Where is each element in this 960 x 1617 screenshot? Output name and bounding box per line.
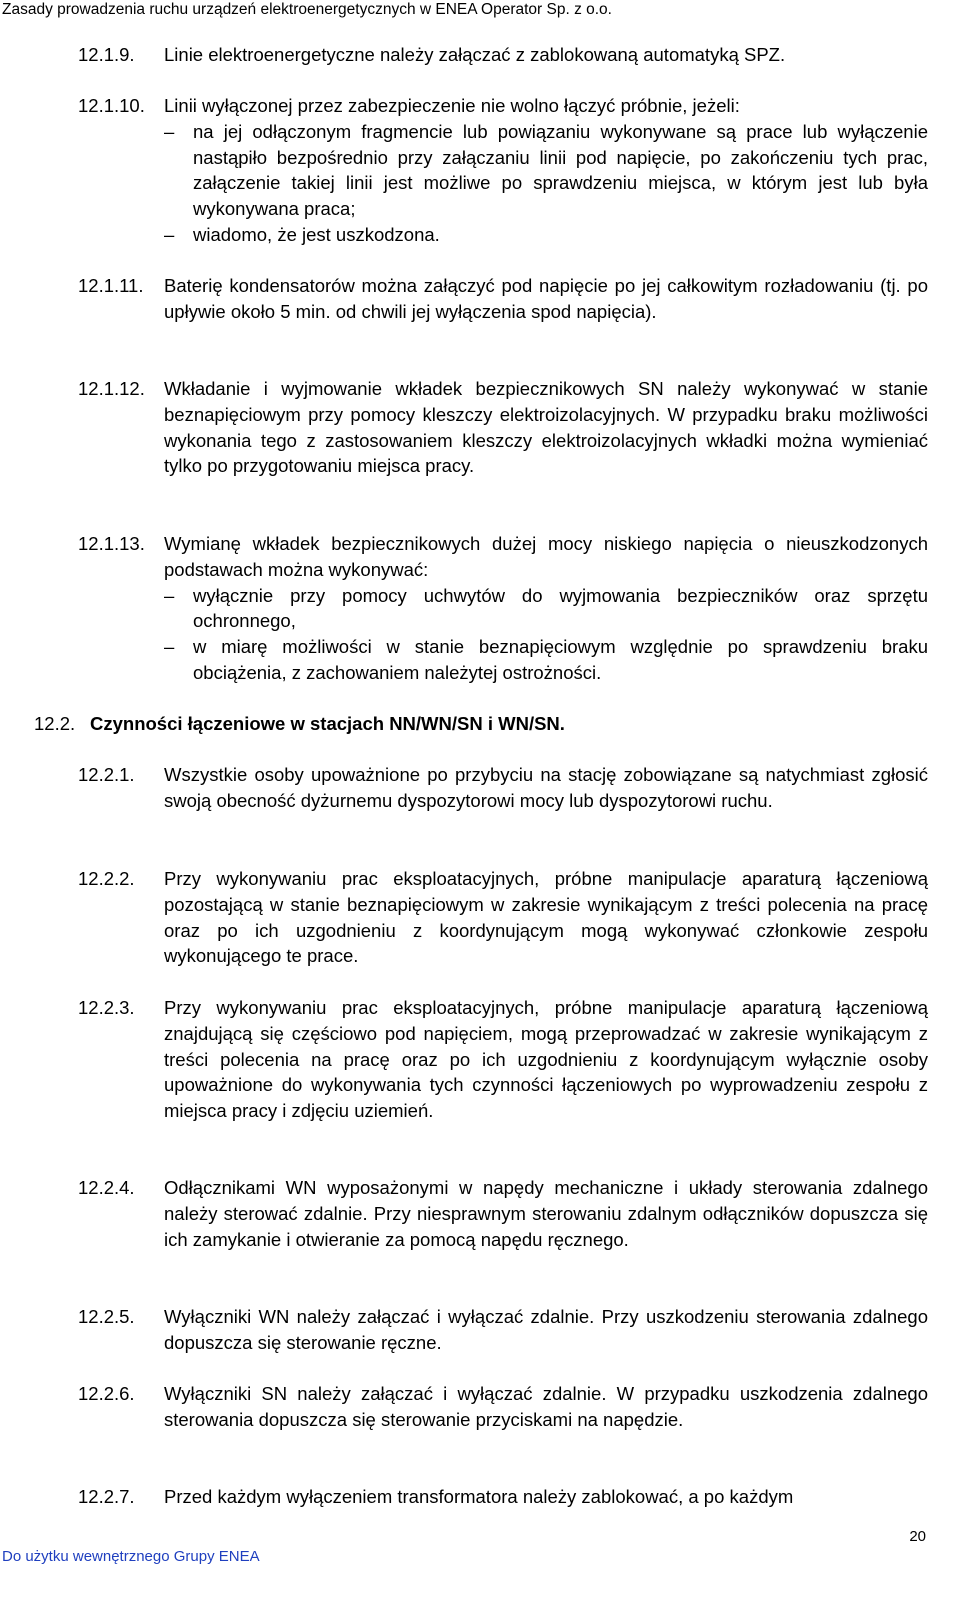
- paragraph-text: Wyłączniki WN należy załączać i wyłączać zdalnie. Przy uszkodzeniu sterowania zdalnego dopuszcza się sterowanie ręczne.: [164, 1306, 928, 1353]
- list-item: [164, 222, 928, 248]
- list-item: [164, 119, 928, 222]
- paragraph-12-2-5: [78, 1304, 928, 1356]
- paragraph-number: 12.2.4.: [78, 1177, 135, 1198]
- paragraph-text: Przed każdym wyłączeniem transformatora należy zablokować, a po każdym: [164, 1486, 794, 1507]
- paragraph-number: 12.1.9.: [78, 44, 135, 65]
- dash-bullet: –: [164, 120, 175, 142]
- paragraph-number: 12.2.6.: [78, 1383, 135, 1404]
- list-item-text: na jej odłączonym fragmencie lub powiązaniu wykonywane są prace lub wyłączenie nastąpiło bezpośrednio przy załączaniu linii pod napięcie, po zakończeniu tych prac, załączenie takiej linii jest możliwe po sprawdzeniu miejsca, w którym jest lub była wykonywana praca;: [193, 120, 928, 220]
- paragraph-number: 12.2.1.: [78, 764, 135, 785]
- page-number: 20: [909, 1528, 926, 1545]
- paragraph-12-2-1: [78, 762, 928, 814]
- paragraph-number: 12.1.13.: [78, 533, 145, 554]
- section-number: 12.2.: [34, 713, 76, 734]
- paragraph-text: Wyłączniki SN należy załączać i wyłączać zdalnie. W przypadku uszkodzenia zdalnego sterowania dopuszcza się sterowanie przyciskami na napędzie.: [164, 1383, 928, 1430]
- paragraph-text: Wkładanie i wyjmowanie wkładek bezpiecznikowych SN należy wykonywać w stanie beznapięciowym przy pomocy kleszczy elektroizolacyjnych. W przypadku braku możliwości wykonania tego z zastosowaniem kleszczy elektroizolacyjnych wkładki można wymieniać tylko po przygotowaniu miejsca pracy.: [164, 378, 928, 477]
- paragraph-text: Wymianę wkładek bezpiecznikowych dużej mocy niskiego napięcia o nieuszkodzonych podstawach można wykonywać:: [164, 533, 928, 580]
- section-title: Czynności łączeniowe w stacjach NN/WN/SN i WN/SN.: [90, 713, 565, 734]
- paragraph-12-1-10: [78, 93, 928, 248]
- dash-bullet: –: [164, 584, 175, 606]
- paragraph-12-1-13: [78, 531, 928, 686]
- list-item-text: wiadomo, że jest uszkodzona.: [193, 223, 440, 245]
- paragraph-text: Wszystkie osoby upoważnione po przybyciu na stację zobowiązane są natychmiast zgłosić swoją obecność dyżurnemu dyspozytorowi mocy lub dyspozytorowi ruchu.: [164, 764, 928, 811]
- paragraph-number: 12.2.2.: [78, 868, 135, 889]
- paragraph-number: 12.2.7.: [78, 1486, 135, 1507]
- paragraph-12-2-7: [78, 1484, 928, 1510]
- section-heading-12-2: [34, 711, 565, 737]
- paragraph-text: Linie elektroenergetyczne należy załączać z zablokowaną automatyką SPZ.: [164, 44, 786, 65]
- paragraph-12-1-11: [78, 273, 928, 325]
- paragraph-number: 12.2.5.: [78, 1306, 135, 1327]
- list-item: [164, 583, 928, 635]
- paragraph-text: Przy wykonywaniu prac eksploatacyjnych, próbne manipulacje aparaturą łączeniową pozostającą w stanie beznapięciowym w zakresie wynikającym z treści polecenia na pracę oraz po ich uzgodnieniu z koordynującym mogą wykonywać członkowie zespołu wykonującego te prace.: [164, 868, 928, 967]
- paragraph-12-2-6: [78, 1381, 928, 1433]
- dash-bullet: –: [164, 636, 175, 658]
- paragraph-text: Baterię kondensatorów można załączyć pod napięcie po jej całkowitym rozładowaniu (tj. po upływie około 5 min. od chwili jej wyłączenia spod napięcia).: [164, 275, 928, 322]
- list-item-text: w miarę możliwości w stanie beznapięciowym względnie po sprawdzeniu braku obciążenia, z zachowaniem należytej ostrożności.: [193, 636, 928, 683]
- paragraph-number: 12.1.10.: [78, 95, 145, 116]
- list-item: [164, 634, 928, 686]
- paragraph-12-1-12: [78, 376, 928, 479]
- list-item-text: wyłącznie przy pomocy uchwytów do wyjmowania bezpieczników oraz sprzętu ochronnego,: [193, 584, 928, 632]
- paragraph-12-1-9: [78, 42, 928, 68]
- paragraph-12-2-3: [78, 995, 928, 1124]
- paragraph-text: Odłącznikami WN wyposażonymi w napędy mechaniczne i układy sterowania zdalnego należy sterować zdalnie. Przy niesprawnym sterowaniu zdalnym odłączników dopuszcza się ich zamykanie i otwieranie za pomocą napędu ręcznego.: [164, 1177, 928, 1250]
- paragraph-number: 12.1.11.: [78, 275, 144, 296]
- footer-note: Do użytku wewnętrznego Grupy ENEA: [2, 1548, 260, 1565]
- paragraph-12-2-2: [78, 866, 928, 969]
- dash-bullet: –: [164, 223, 175, 245]
- paragraph-text: Linii wyłączonej przez zabezpieczenie nie wolno łączyć próbnie, jeżeli:: [164, 95, 740, 116]
- paragraph-12-2-4: [78, 1175, 928, 1252]
- paragraph-text: Przy wykonywaniu prac eksploatacyjnych, próbne manipulacje aparaturą łączeniową znajdującą się częściowo pod napięciem, mogą przeprowadzać w zakresie wynikającym z treści polecenia na pracę oraz po ich uzgodnieniu z koordynującym wyłącznie osoby upoważnione do wykonywania tych czynności łączeniowych po wyprowadzeniu zespołu z miejsca pracy i zdjęciu uziemień.: [164, 997, 928, 1122]
- paragraph-number: 12.2.3.: [78, 997, 135, 1018]
- paragraph-number: 12.1.12.: [78, 378, 145, 399]
- document-header: Zasady prowadzenia ruchu urządzeń elektroenergetycznych w ENEA Operator Sp. z o.o.: [2, 1, 612, 18]
